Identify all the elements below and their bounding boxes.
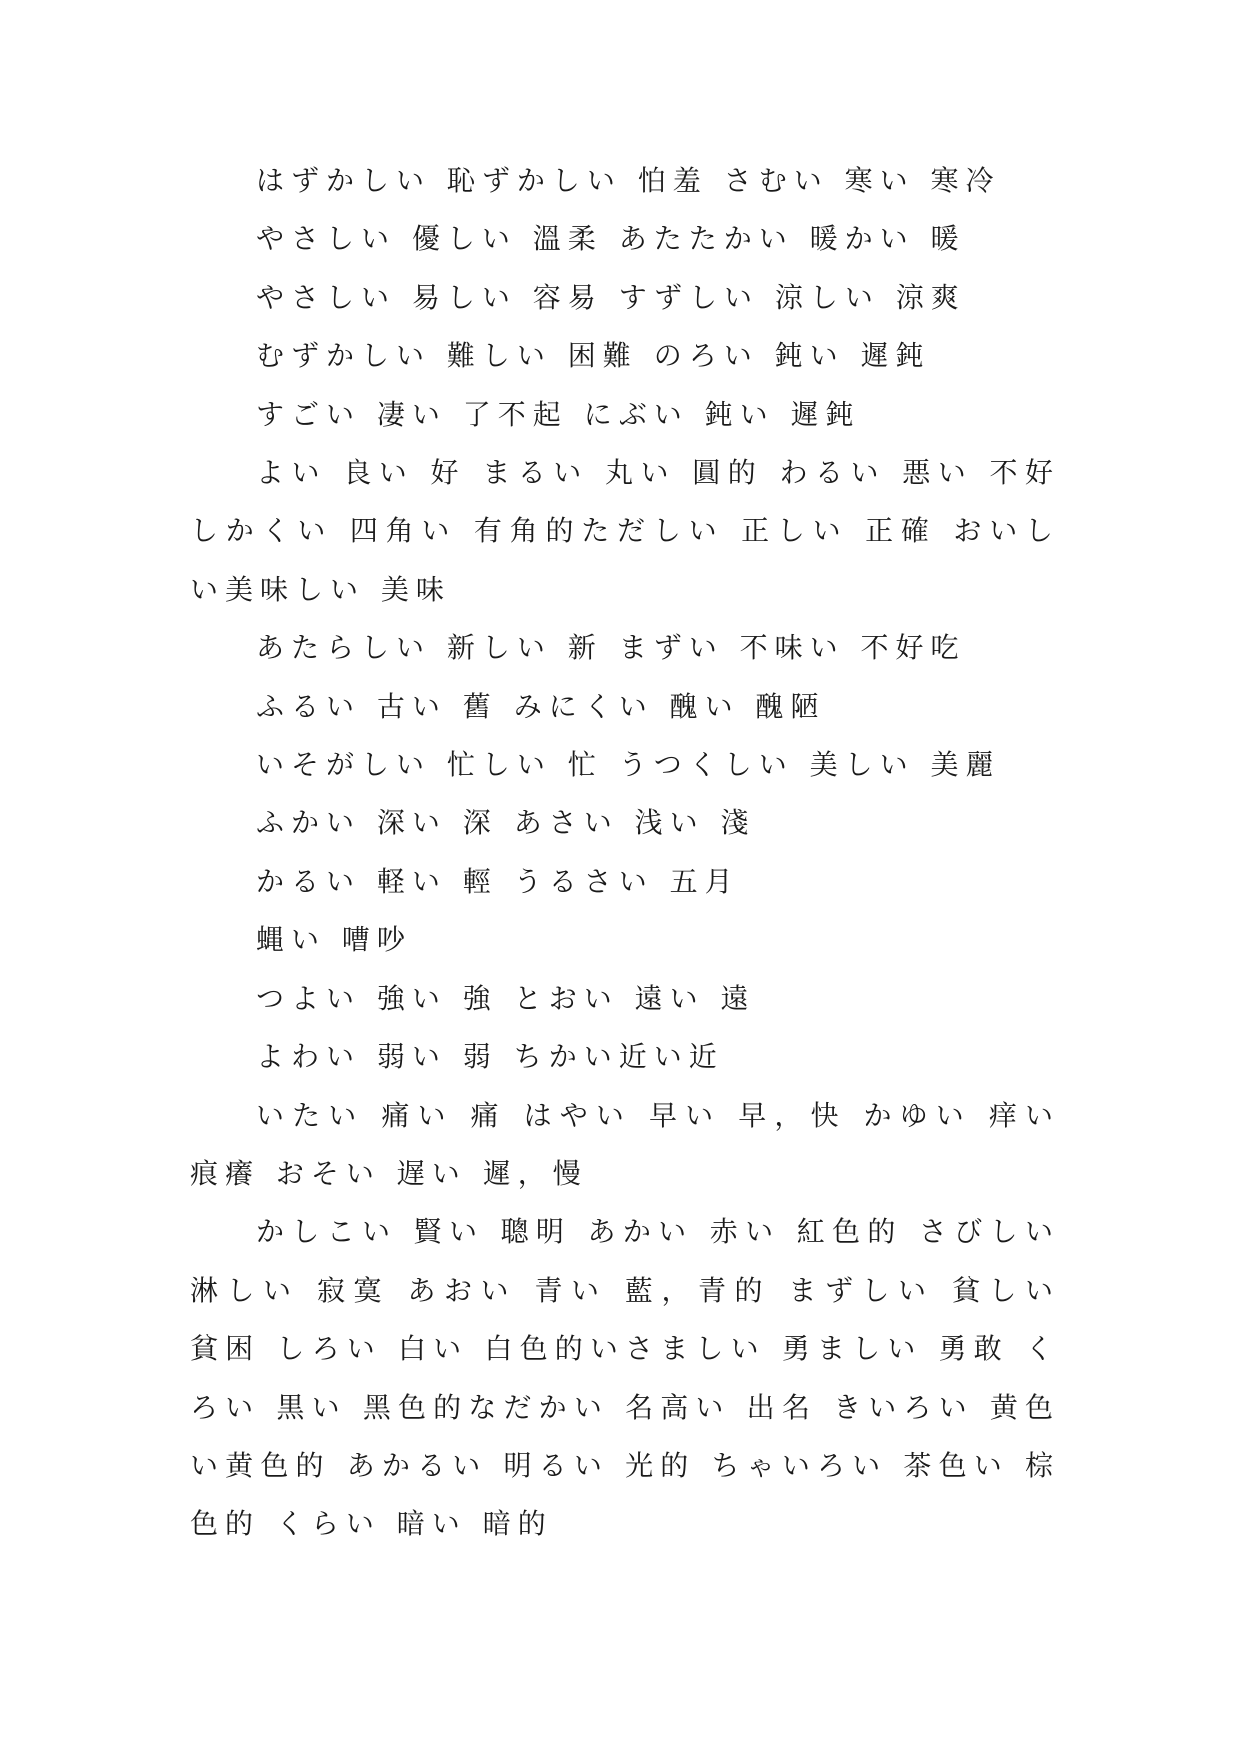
paragraph-2: やさしい 優しい 溫柔 あたたかい 暖かい 暖 <box>256 222 966 256</box>
paragraph-15: いたい 痛い 痛 はやい 早い 早，快 かゆい 痒い 痕癢 おそい 遅い 遲，慢 <box>190 1098 1060 1190</box>
paragraph-16: かしこい 賢い 聰明 あかい 赤い 紅色的 さびしい淋しい 寂寞 あおい 青い 藍，青的 まずしい 貧しい 貧困 しろい 白い 白色的いさましい 勇ましい 勇敢 くろい 黒い 黑色的なだかい 名高い 出名 きいろい 黄色い黄色的 あかるい 明るい 光的 ちゃいろい 茶色い 棕色的 くらい 暗い 暗的 <box>190 1215 1060 1541</box>
paragraph-3: やさしい 易しい 容易 すずしい 涼しい 涼爽 <box>256 280 966 314</box>
paragraph-4: むずかしい 難しい 困難 のろい 鈍い 遲鈍 <box>256 339 931 373</box>
paragraph-13: つよい 強い 強 とおい 遠い 遠 <box>256 981 756 1015</box>
paragraph-5: すごい 凄い 了不起 にぶい 鈍い 遲鈍 <box>256 397 861 431</box>
paragraph-12: 蝿い 嘈吵 <box>256 923 412 957</box>
paragraph-7: あたらしい 新しい 新 まずい 不味い 不好吃 <box>256 631 966 665</box>
paragraph-6: よい 良い 好 まるい 丸い 圓的 わるい 悪い 不好しかくい 四角い 有角的ただしい 正しい 正確 おいしい美味しい 美味 <box>190 456 1060 606</box>
paragraph-10: ふかい 深い 深 あさい 浅い 淺 <box>256 806 756 840</box>
paragraph-1: はずかしい 恥ずかしい 怕羞 さむい 寒い 寒冷 <box>256 164 1001 197</box>
paragraph-14: よわい 弱い 弱 ちかい近い近 <box>256 1040 724 1074</box>
document-body <box>190 152 1060 1554</box>
paragraph-9: いそがしい 忙しい 忙 うつくしい 美しい 美麗 <box>256 748 1001 782</box>
paragraph-11: かるい 軽い 輕 うるさい 五月 <box>256 864 740 898</box>
paragraph-8: ふるい 古い 舊 みにくい 醜い 醜陋 <box>256 689 826 723</box>
